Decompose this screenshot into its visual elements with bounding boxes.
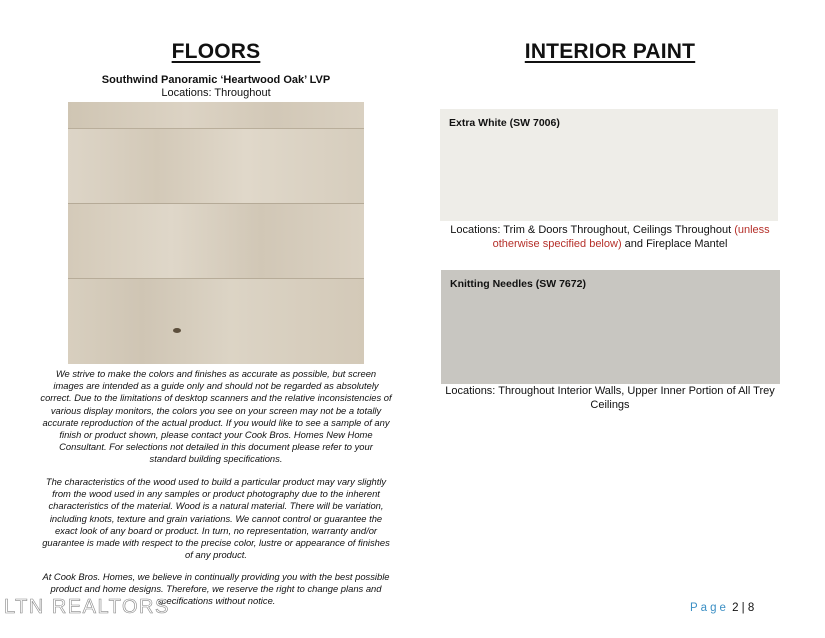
current-page: 2 [732, 602, 739, 614]
paint-location-knitting-needles: Locations: Throughout Interior Walls, Upper Inner Portion of All Trey Ceilings [445, 385, 775, 411]
floor-product-location: Locations: Throughout [161, 87, 271, 99]
location-text: Locations: Trim & Doors Throughout, Ceilings Throughout [450, 224, 735, 236]
paint-swatch-knitting-needles [441, 270, 780, 384]
location-highlight: (unless otherwise specified below) [492, 224, 770, 250]
wood-knot [173, 328, 181, 333]
paint-swatch-extra-white [440, 109, 778, 221]
location-text-suffix: and Fireplace Mantel [621, 238, 728, 250]
wood-plank [68, 102, 364, 128]
disclaimer-right-to-change: At Cook Bros. Homes, we believe in continually providing you with the best possible product and home designs. Therefore, we reserve the right to change plans and specifications without notice. [42, 571, 390, 607]
wood-plank [68, 279, 364, 364]
watermark-logo: LTN REALTORS [4, 596, 170, 618]
paint-location-extra-white [440, 223, 780, 251]
wood-plank [68, 129, 364, 203]
floor-product-name: Southwind Panoramic ‘Heartwood Oak’ LVP [101, 74, 331, 86]
page-separator: | [741, 602, 745, 614]
disclaimer-color-accuracy: We strive to make the colors and finishes as accurate as possible, but screen images are intended as a guide only and should not be regarded as absolutely correct. Due to the limitations of desktop scanners and the relative inconsistencies of various display monitors, the colors you see on your screen may not be a totally accurate reproduction of the actual product. If you would like to see a sample of any finish or product shown, please contact your Cook Bros. Homes New Home Consultant. For selections not detailed in this document please refer to your standard building specifications. [40, 368, 392, 465]
disclaimer-wood-characteristics: The characteristics of the wood used to build a particular product may vary slightly from the wood used in any samples or product photography due to the inherent characteristics of the material. Wood is a natural material. There will be variation, including knots, texture and grain variations. We cannot control or guarantee the exact look of any board or product. In turn, no representation, warranty and/or guarantee is made with respect to the precise color, lustre or appearance of finishes of any product. [42, 476, 390, 561]
interior-paint-heading: INTERIOR PAINT [524, 40, 696, 63]
swatch-name: Knitting Needles (SW 7672) [450, 278, 586, 290]
wood-floor-sample-image [68, 102, 364, 364]
page-word: Page [690, 602, 729, 614]
total-pages: 8 [747, 602, 755, 614]
swatch-name: Extra White (SW 7006) [449, 117, 560, 129]
wood-plank [68, 204, 364, 278]
floors-heading: FLOORS [171, 40, 261, 63]
page-number [690, 602, 754, 614]
